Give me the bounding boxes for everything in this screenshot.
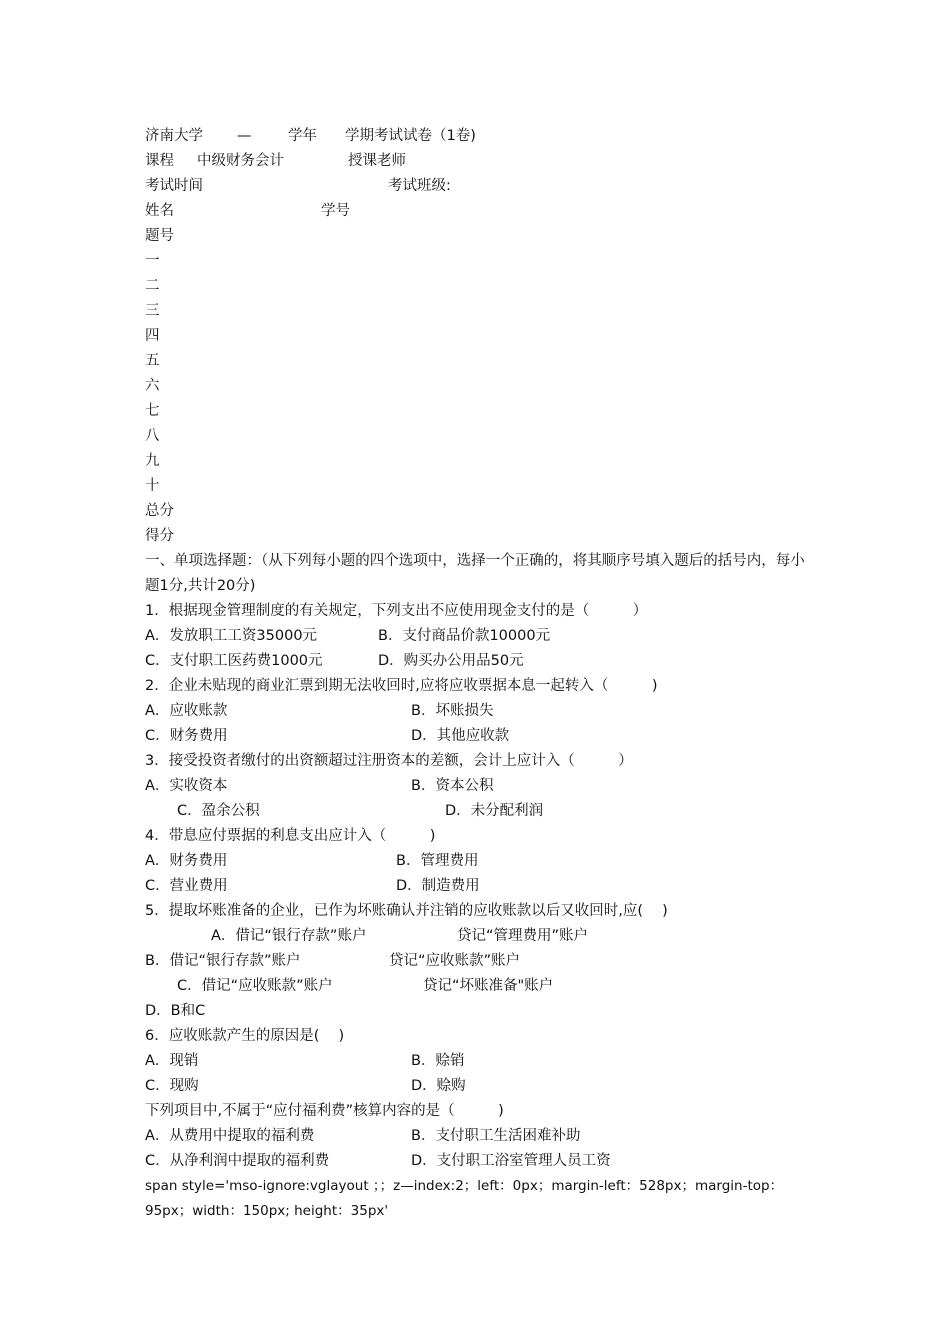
option-row [145, 1124, 810, 1149]
option-a-credit: 贷记“管理费用”账户 [457, 928, 589, 944]
score-item: 八 [145, 428, 160, 444]
score-item: 五 [145, 353, 160, 369]
option-d: D．其他应收款 [411, 728, 510, 744]
stray-markup-text: span style='mso-ignore:vglayout ；；z—index:2；left：0px；margin-left：528px；margin-top：95px；width：150px; height：35px' [145, 1178, 784, 1219]
option-row [145, 1149, 810, 1174]
school-name: 济南大学 [145, 128, 203, 144]
exam-time-label: 考试时间 [145, 178, 203, 194]
option-a: A．实收资本 [145, 778, 228, 794]
score-item: 二 [145, 278, 160, 294]
question-stem: 下列项目中,不属于“应付福利费”核算内容的是（ ) [145, 1103, 504, 1119]
question-stem: 1．根据现金管理制度的有关规定，下列支出不应使用现金支付的是（ ） [145, 603, 648, 619]
option-a: A．发放职工工资35000元 [145, 628, 318, 644]
score-item: 一 [145, 253, 160, 269]
score-item: 总分 [145, 503, 174, 519]
option-c: C．从净利润中提取的福利费 [145, 1153, 330, 1169]
score-item: 三 [145, 303, 160, 319]
header-line-3 [145, 174, 810, 199]
option-row [145, 649, 810, 674]
question-stem: 5．提取坏账准备的企业，已作为坏账确认并注销的应收账款以后又收回时,应( ) [145, 903, 668, 919]
option-d: D．赊购 [411, 1078, 466, 1094]
option-row [145, 724, 810, 749]
question-stem: 4．带息应付票据的利息支出应计入（ ) [145, 828, 436, 844]
score-item: 九 [145, 453, 160, 469]
option-row [145, 849, 810, 874]
section-title: 一、单项选择题：（从下列每小题的四个选项中，选择一个正确的，将其顺序号填入题后的括号内，每小题1分,共计20分) [145, 553, 805, 594]
option-b: B．赊销 [411, 1053, 465, 1069]
option-c: C．财务费用 [145, 728, 228, 744]
option-row [145, 924, 810, 949]
document-page [145, 124, 810, 1224]
option-d: D．制造费用 [396, 878, 480, 894]
option-row [145, 774, 810, 799]
option-b-debit: B．借记“银行存款”账户 [145, 953, 301, 969]
option-d: D．支付职工浴室管理人员工资 [411, 1153, 611, 1169]
option-b: B．支付职工生活困难补助 [411, 1128, 581, 1144]
option-c: C．支付职工医药费1000元 [145, 653, 323, 669]
option-a: A．财务费用 [145, 853, 228, 869]
option-d: D．未分配利润 [445, 803, 544, 819]
option-c: C．现购 [145, 1078, 199, 1094]
year-label: 学年 [288, 128, 317, 144]
option-row [145, 624, 810, 649]
option-c-credit: 贷记“坏账准备"账户 [423, 978, 554, 994]
option-b: B．坏账损失 [411, 703, 494, 719]
header-line-4 [145, 199, 810, 224]
course-label: 课程 [145, 153, 174, 169]
teacher-label: 授课老师 [348, 153, 406, 169]
student-id-label: 学号 [321, 203, 350, 219]
score-label: 得分 [145, 528, 174, 544]
option-row [145, 974, 810, 999]
option-row [145, 874, 810, 899]
option-b: B．资本公积 [411, 778, 494, 794]
option-c-debit: C．借记“应收账款”账户 [177, 978, 333, 994]
exam-class-label: 考试班级: [388, 178, 451, 194]
exam-title: 学期考试试卷（1卷) [345, 128, 476, 144]
option-a: A．现销 [145, 1053, 199, 1069]
option-row [145, 1049, 810, 1074]
option-c: C．盈余公积 [177, 803, 260, 819]
option-row [145, 699, 810, 724]
option-c: C．营业费用 [145, 878, 228, 894]
header-line-2 [145, 149, 810, 174]
header-line-1 [145, 124, 810, 149]
option-b-credit: 贷记“应收账款”账户 [389, 953, 521, 969]
option-b: B．管理费用 [396, 853, 479, 869]
option-a-debit: A．借记“银行存款”账户 [211, 928, 367, 944]
question-stem: 2．企业未贴现的商业汇票到期无法收回时,应将应收票据本息一起转入（ ) [145, 678, 658, 694]
option-row [145, 1074, 810, 1099]
option-a: A．应收账款 [145, 703, 228, 719]
score-item: 七 [145, 403, 160, 419]
option-d: D．购买办公用品50元 [378, 653, 524, 669]
option-b: B．支付商品价款10000元 [378, 628, 551, 644]
option-d: D．B和C [145, 1003, 206, 1019]
score-item: 六 [145, 378, 160, 394]
question-stem: 3．接受投资者缴付的出资额超过注册资本的差额，会计上应计入（ ） [145, 753, 633, 769]
course-name: 中级财务会计 [197, 153, 284, 169]
option-row [145, 949, 810, 974]
student-name-label: 姓名 [145, 203, 174, 219]
option-a: A．从费用中提取的福利费 [145, 1128, 315, 1144]
score-item: 四 [145, 328, 160, 344]
question-stem: 6．应收账款产生的原因是( ) [145, 1028, 345, 1044]
option-row [145, 799, 810, 824]
year-dash: — [237, 128, 252, 144]
score-item: 十 [145, 478, 160, 494]
score-row-label: 题号 [145, 228, 174, 244]
